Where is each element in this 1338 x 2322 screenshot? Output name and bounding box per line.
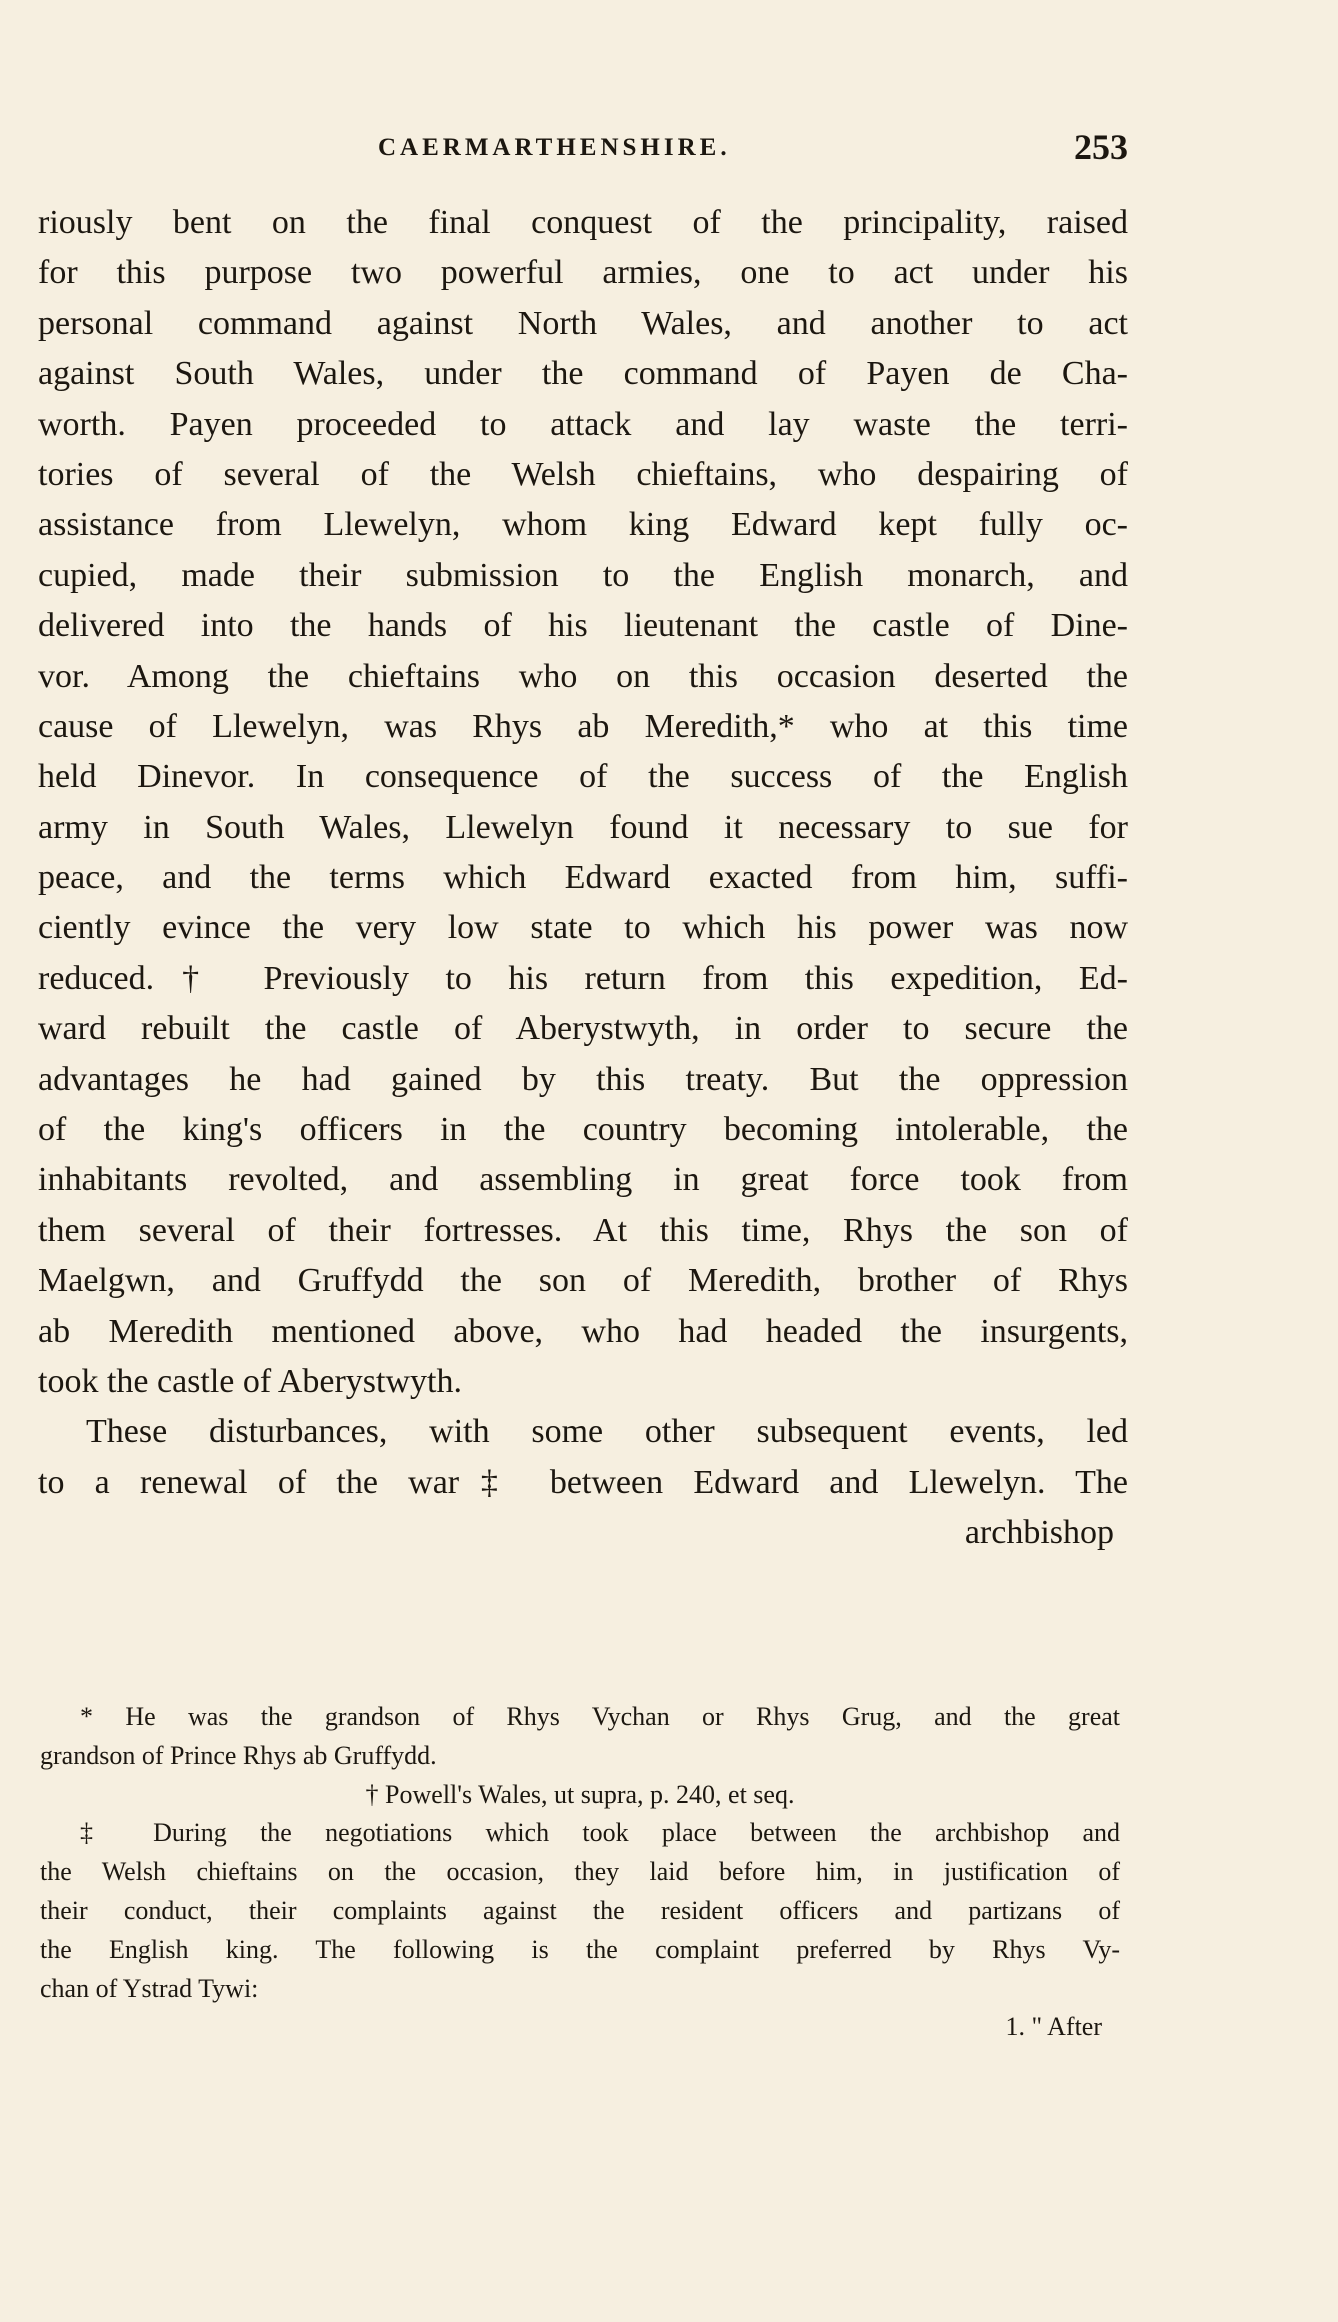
text-line: tories of several of the Welsh chieftains, who despairing of [38, 455, 1128, 493]
text-line: against South Wales, under the command of Payen de Cha- [38, 355, 1128, 393]
running-title: CAERMARTHENSHIRE. [378, 134, 731, 161]
text-line: them several of their fortresses. At this time, Rhys the son of [38, 1211, 1128, 1249]
text-line: for this purpose two powerful armies, one to act under his [38, 254, 1128, 292]
page-number: 253 [1074, 127, 1128, 167]
footnote-line: * He was the grandson of Rhys Vychan or Rhys Grug, and the great [80, 1702, 1120, 1731]
text-line: army in South Wales, Llewelyn found it necessary to sue for [38, 808, 1128, 846]
text-line: personal command against North Wales, and another to act [38, 304, 1128, 342]
text-line: vor. Among the chieftains who on this occasion deserted the [38, 657, 1128, 695]
text-line: cause of Llewelyn, was Rhys ab Meredith,* who at this time [38, 707, 1128, 745]
footnote-line: chan of Ystrad Tywi: [40, 1973, 259, 2003]
catchword: archbishop [964, 1514, 1114, 1552]
paragraph-start-line: These disturbances, with some other subsequent events, led [86, 1413, 1128, 1451]
paragraph-end-line: took the castle of Aberystwyth. [38, 1362, 462, 1400]
text-line: advantages he had gained by this treaty. But the oppression [38, 1060, 1128, 1098]
text-line: cupied, made their submission to the English monarch, and [38, 556, 1128, 594]
footnote-line: the English king. The following is the complaint preferred by Rhys Vy- [40, 1934, 1120, 1964]
text-line: ward rebuilt the castle of Aberystwyth, in order to secure the [38, 1010, 1128, 1048]
text-line: Maelgwn, and Gruffydd the son of Meredith, brother of Rhys [38, 1262, 1128, 1300]
text-line: riously bent on the final conquest of the principality, raised [38, 204, 1128, 241]
text-line: worth. Payen proceeded to attack and lay waste the terri- [38, 405, 1128, 443]
text-line: peace, and the terms which Edward exacted from him, suffi- [38, 859, 1128, 897]
footnote-line: grandson of Prince Rhys ab Gruffydd. [40, 1740, 437, 1770]
footnote-line: their conduct, their complaints against the resident officers and partizans of [40, 1895, 1120, 1925]
text-line: ciently evince the very low state to which his power was now [38, 909, 1128, 947]
text-line: held Dinevor. In consequence of the success of the English [38, 758, 1128, 796]
footnote-line: † Powell's Wales, ut supra, p. 240, et seq. [365, 1779, 795, 1809]
text-line: to a renewal of the war‡ between Edward and Llewelyn. The [38, 1463, 1128, 1501]
text-line: ab Meredith mentioned above, who had headed the insurgents, [38, 1312, 1128, 1350]
text-line: assistance from Llewelyn, whom king Edward kept fully oc- [38, 506, 1128, 544]
footnote-line: ‡ During the negotiations which took place between the archbishop and [80, 1818, 1120, 1848]
text-line: reduced.† Previously to his return from this expedition, Ed- [38, 959, 1128, 997]
body-text [38, 198, 1128, 1559]
footnote-catchword: 1. " After [1005, 2012, 1102, 2042]
text-line: of the king's officers in the country becoming intolerable, the [38, 1111, 1128, 1149]
footnotes [40, 1698, 1120, 2047]
text-line: inhabitants revolted, and assembling in great force took from [38, 1161, 1128, 1199]
footnote-line: the Welsh chieftains on the occasion, they laid before him, in justification of [40, 1857, 1120, 1887]
text-line: delivered into the hands of his lieutenant the castle of Dine- [38, 607, 1128, 645]
